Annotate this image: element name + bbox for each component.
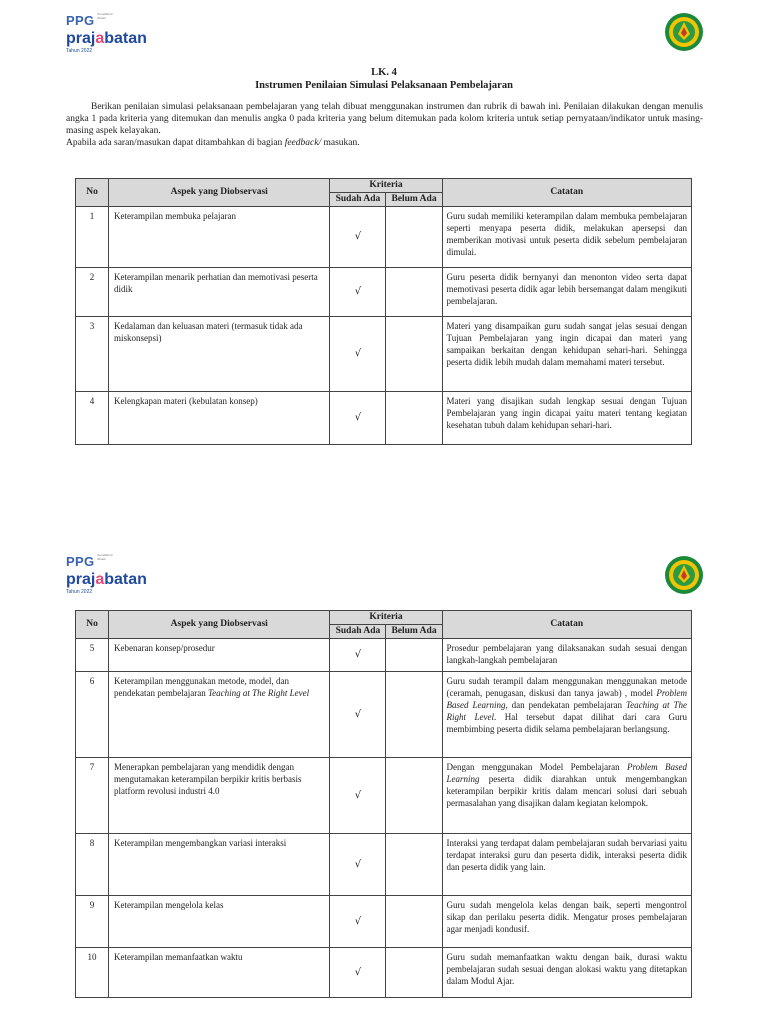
- check-mark: √: [330, 392, 386, 445]
- check-mark: √: [330, 317, 386, 392]
- header-no: No: [76, 611, 109, 639]
- check-mark: √: [330, 948, 386, 998]
- ppg-prajabatan-logo: [66, 553, 147, 596]
- table-row: 5 Kebenaran konsep/prosedur √ Prosedur pembelajaran yang dilaksanakan sudah sesuai dengan langkah-langkah pembelajaran: [76, 639, 692, 672]
- table-row: 2 Keterampilan menarik perhatian dan memotivasi peserta didik √ Guru peserta didik bernyanyi dan menonton video serta dapat memotivasi peserta didik agar lebih bersemangat dalam mengikuti pembelajaran.: [76, 268, 692, 317]
- header-belum-ada: Belum Ada: [386, 193, 442, 207]
- assessment-table-page-2: [75, 610, 692, 998]
- logo-tagline: Kemdikbud Ristek: [97, 12, 113, 20]
- logo-brand: PPG: [66, 13, 95, 28]
- table-row: 7 Menerapkan pembelajaran yang mendidik dengan mengutamakan keterampilan berpikir kritis berbasis platform revolusi industri 4.0 √ Dengan menggunakan Model Pembelajaran Problem Based Learning peserta didik diarahkan untuk mengembangkan keterampilan berpikir kritis dalam mencari solusi dari sebuah permasalahan yang disajikan dalam kegiatan kelompok.: [76, 758, 692, 834]
- logo-year: Tahun 2022: [66, 589, 93, 595]
- logo-wordmark: prajabatan: [66, 30, 147, 47]
- table-row: 10 Keterampilan memanfaatkan waktu √ Guru sudah memanfaatkan waktu dengan baik, durasi waktu pembelajaran sudah sesuai dengan alokasi waktu yang ditetapkan dalam Modul Ajar.: [76, 948, 692, 998]
- assessment-table-page-1: [75, 178, 692, 445]
- check-mark: √: [330, 639, 386, 672]
- ppg-prajabatan-logo: [66, 12, 147, 55]
- university-emblem-icon: [664, 555, 704, 595]
- header-catatan: Catatan: [442, 611, 691, 639]
- table-row: 4 Kelengkapan materi (kebulatan konsep) √ Materi yang disajikan sudah lengkap sesuai dengan Tujuan Pembelajaran yang ingin dicapai yaitu materi tentang kegiatan kesehatan tubuh dalam kehidupan sehari-hari.: [76, 392, 692, 445]
- check-mark: √: [330, 896, 386, 948]
- document-title: [0, 66, 768, 92]
- table-row: 9 Keterampilan mengelola kelas √ Guru sudah mengelola kelas dengan baik, seperti mengontrol sikap dan perilaku peserta didik. Mengatur proses pembelajaran agar menjadi kondusif.: [76, 896, 692, 948]
- instrument-title: Instrumen Penilaian Simulasi Pelaksanaan Pembelajaran: [255, 80, 513, 91]
- check-mark: √: [330, 207, 386, 268]
- check-mark: √: [330, 834, 386, 896]
- header-kriteria: Kriteria: [330, 611, 442, 625]
- header-no: No: [76, 179, 109, 207]
- header-sudah-ada: Sudah Ada: [330, 625, 386, 639]
- instructions: [66, 101, 703, 149]
- logo-tagline: Kemdikbud Ristek: [97, 553, 113, 561]
- university-emblem-icon: [664, 12, 704, 52]
- check-mark: √: [330, 758, 386, 834]
- table-row: 8 Keterampilan mengembangkan variasi interaksi √ Interaksi yang terdapat dalam pembelajaran sudah bervariasi yaitu terdapat interaksi guru dan peserta didik, interaksi peserta didik dan peserta didik yang lain.: [76, 834, 692, 896]
- header-belum-ada: Belum Ada: [386, 625, 442, 639]
- check-mark: √: [330, 268, 386, 317]
- header-catatan: Catatan: [442, 179, 691, 207]
- instructions-feedback-line: Apabila ada saran/masukan dapat ditambahkan di bagian feedback/ masukan.: [66, 138, 360, 148]
- logo-brand: PPG: [66, 554, 95, 569]
- table-row: 6 Keterampilan menggunakan metode, model, dan pendekatan pembelajaran Teaching at The Right Level √ Guru sudah terampil dalam menggunakan menggunakan metode (ceramah, penugasan, diskusi dan tanya jawab) , model Problem Based Learning, dan pendekatan pembelajaran Teaching at The Right Level. Hal tersebut dapat dilihat dari cara Guru membimbing peserta didik selama pembelajaran berlangsung.: [76, 672, 692, 758]
- logo-year: Tahun 2022: [66, 48, 93, 54]
- logo-wordmark: prajabatan: [66, 571, 147, 588]
- header-aspek: Aspek yang Diobservasi: [109, 611, 330, 639]
- header-aspek: Aspek yang Diobservasi: [109, 179, 330, 207]
- header-sudah-ada: Sudah Ada: [330, 193, 386, 207]
- table-row: 3 Kedalaman dan keluasan materi (termasuk tidak ada miskonsepsi) √ Materi yang disampaikan guru sudah sangat jelas sesuai dengan Tujuan Pembelajaran yang ingin dicapai dan materi yang sampaikan berkaitan dengan kehidupan sehari-hari. Sehingga peserta didik lebih mudah dalam memahami materi tersebut.: [76, 317, 692, 392]
- table-row: 1 Keterampilan membuka pelajaran √ Guru sudah memiliki keterampilan dalam membuka pembelajaran seperti menyapa peserta didik, melakukan apersepsi dan memberikan motivasi untuk peserta didik sebelum pembelajaran dimulai.: [76, 207, 692, 268]
- lk-number: LK. 4: [371, 67, 397, 78]
- header-kriteria: Kriteria: [330, 179, 442, 193]
- check-mark: √: [330, 672, 386, 758]
- instructions-paragraph: Berikan penilaian simulasi pelaksanaan pembelajaran yang telah dibuat menggunakan instrumen dan rubrik di bawah ini. Penilaian dilakukan dengan menulis angka 1 pada kriteria yang ditemukan dan menulis angka 0 pada kriteria yang belum ditemukan pada kolom kriteria untuk setiap pernyataan/indikator untuk masing-masing aspek kelayakan.: [66, 102, 703, 136]
